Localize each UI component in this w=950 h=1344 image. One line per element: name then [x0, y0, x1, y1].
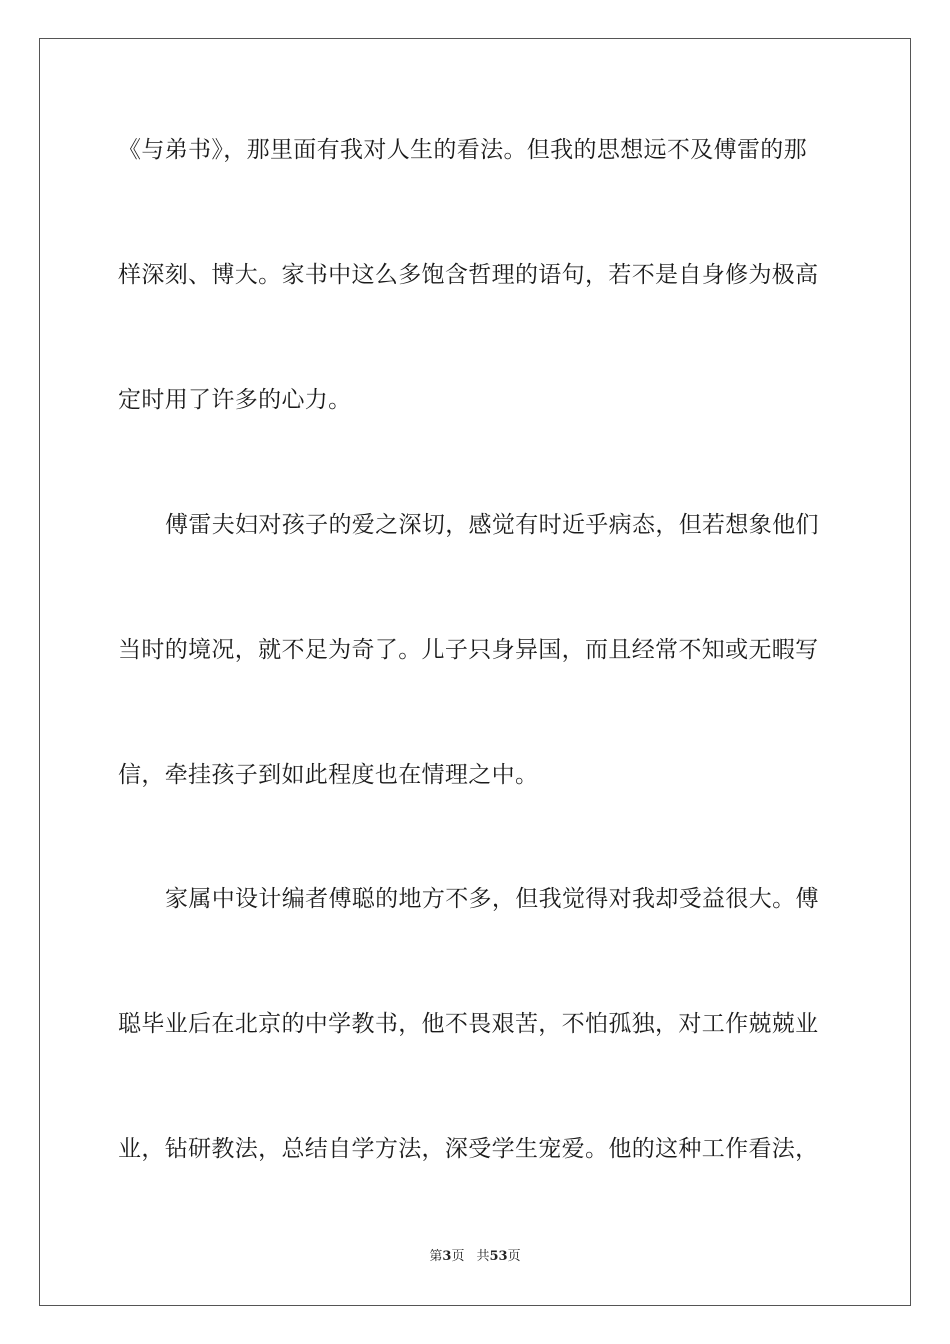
text-line: 业，钻研教法，总结自学方法，深受学生宠爱。他的这种工作看法， [118, 1136, 819, 1162]
paragraph-first-line: 家属中设计编者傅聪的地方不多，但我觉得对我却受益很大。傅 [165, 886, 819, 912]
page-border [39, 38, 911, 1306]
text-line: 定时用了许多的心力。 [118, 387, 352, 413]
total-pages: 53 [489, 1249, 508, 1264]
page-footer [0, 1248, 950, 1266]
text-line: 聪毕业后在北京的中学教书，他不畏艰苦，不怕孤独，对工作兢兢业 [118, 1011, 819, 1037]
total-prefix: 共 [476, 1249, 490, 1264]
paragraph-first-line: 傅雷夫妇对孩子的爱之深切，感觉有时近乎病态，但若想象他们 [165, 512, 819, 538]
page-suffix: 页 [451, 1249, 465, 1264]
text-line: 样深刻、博大。家书中这么多饱含哲理的语句，若不是自身修为极高 [118, 262, 819, 288]
text-line: 当时的境况，就不足为奇了。儿子只身异国，而且经常不知或无暇写 [118, 637, 819, 663]
page-number: 3 [442, 1249, 452, 1264]
total-suffix: 页 [507, 1249, 521, 1264]
text-line: 信，牵挂孩子到如此程度也在情理之中。 [118, 762, 539, 788]
page-prefix: 第 [429, 1249, 443, 1264]
text-line: 《与弟书》，那里面有我对人生的看法。但我的思想远不及傅雷的那 [118, 137, 807, 163]
